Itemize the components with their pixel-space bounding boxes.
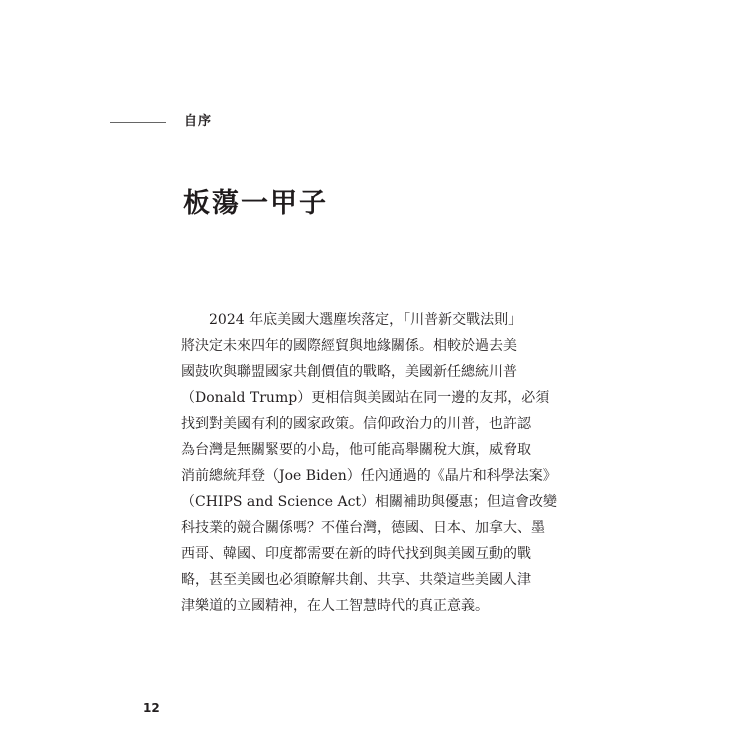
paragraph-line: 國鼓吹與聯盟國家共創價值的戰略，美國新任總統川普 xyxy=(181,364,517,380)
paragraph-line: 津樂道的立國精神，在人工智慧時代的真正意義。 xyxy=(181,598,489,614)
chapter-title: 板蕩一甲子 xyxy=(183,188,328,219)
paragraph-line: （Donald Trump）更相信與美國站在同一邊的友邦，必須 xyxy=(181,390,550,406)
paragraph-line: 將決定未來四年的國際經貿與地緣關係。相較於過去美 xyxy=(181,338,517,354)
paragraph-line: 消前總統拜登（Joe Biden）任內通過的《晶片和科學法案》 xyxy=(181,468,557,484)
paragraph-line: （CHIPS and Science Act）相關補助與優惠；但這會改變 xyxy=(181,494,558,510)
section-divider-line xyxy=(110,122,166,123)
section-label: 自序 xyxy=(184,114,213,129)
body-paragraph xyxy=(181,307,558,619)
paragraph-line: 為台灣是無關緊要的小島，他可能高舉關稅大旗，威脅取 xyxy=(181,442,531,458)
paragraph-line: 科技業的競合關係嗎？不僅台灣，德國、日本、加拿大、墨 xyxy=(181,520,545,536)
paragraph-line: 找到對美國有利的國家政策。信仰政治力的川普，也許認 xyxy=(181,416,531,432)
paragraph-line: 略，甚至美國也必須瞭解共創、共享、共榮這些美國人津 xyxy=(181,572,531,588)
page-number: 12 xyxy=(143,701,160,715)
paragraph-line: 2024 年底美國大選塵埃落定，「川普新交戰法則」 xyxy=(209,312,523,328)
paragraph-line: 西哥、韓國、印度都需要在新的時代找到與美國互動的戰 xyxy=(181,546,531,562)
